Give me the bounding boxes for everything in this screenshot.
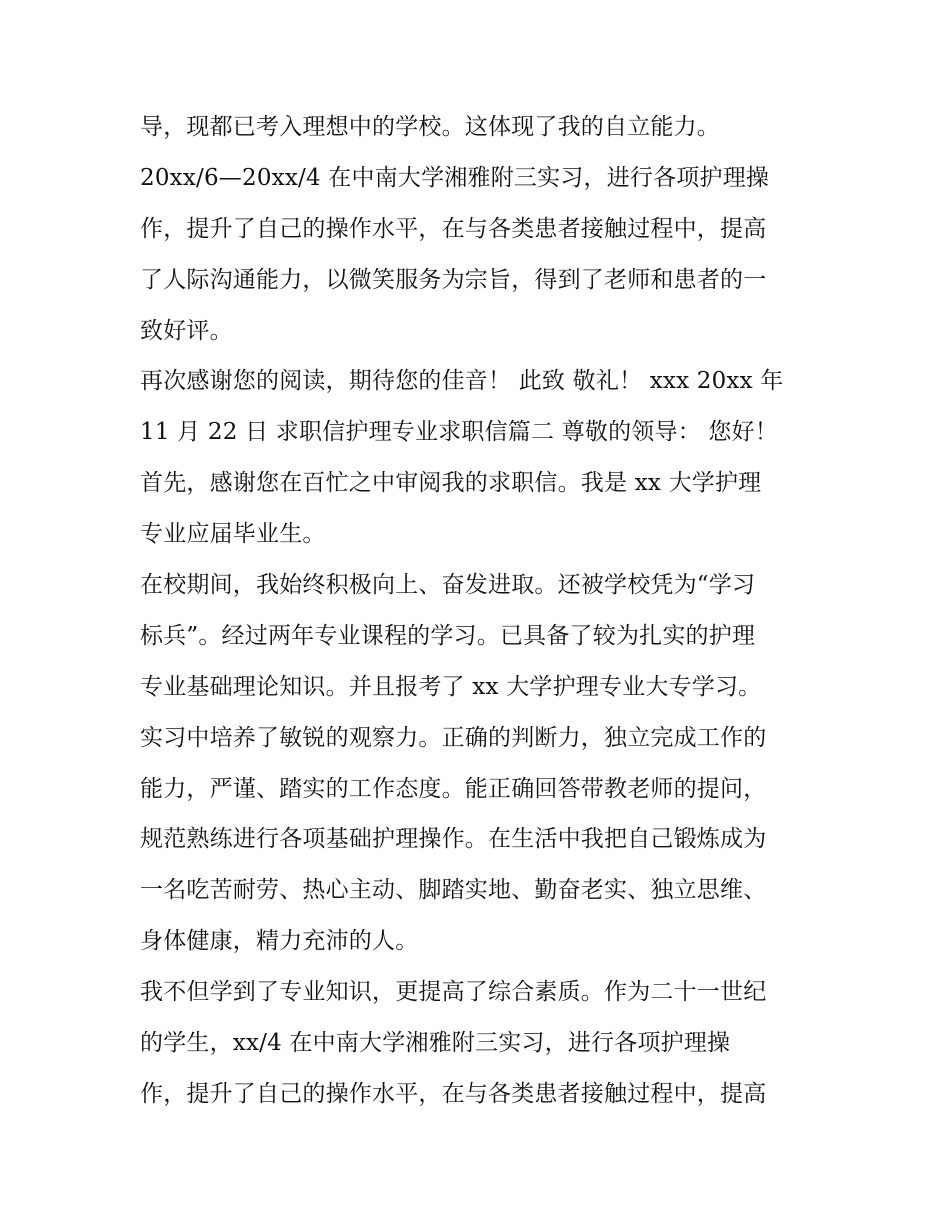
text-line: 规范熟练进行各项基础护理操作。在生活中我把自己锻炼成为 bbox=[140, 826, 767, 853]
text-line: 标兵”。经过两年专业课程的学习。已具备了较为扎实的护理 bbox=[140, 622, 756, 649]
text-line: 致好评。 bbox=[140, 317, 233, 344]
text-line: 了人际沟通能力，以微笑服务为宗旨，得到了老师和患者的一 bbox=[140, 266, 767, 293]
text-line: 专业应届毕业生。 bbox=[140, 521, 326, 548]
text-line: 首先，感谢您在百忙之中审阅我的求职信。我是 xx 大学护理 bbox=[140, 470, 762, 497]
document-body bbox=[140, 102, 830, 1120]
text-line: 的学生，xx/4 在中南大学湘雅附三实习，进行各项护理操 bbox=[140, 1030, 731, 1057]
text-line: 作，提升了自己的操作水平，在与各类患者接触过程中，提高 bbox=[140, 1080, 767, 1107]
text-line: 11 月 22 日 求职信护理专业求职信篇二 尊敬的领导： 您好！ bbox=[140, 419, 778, 446]
text-line: 在校期间，我始终积极向上、奋发进取。还被学校凭为“学习 bbox=[140, 572, 756, 599]
text-line: 实习中培养了敏锐的观察力。正确的判断力，独立完成工作的 bbox=[140, 724, 767, 751]
text-line: 导，现都已考入理想中的学校。这体现了我的自立能力。 bbox=[140, 114, 720, 140]
text-line: 一名吃苦耐劳、热心主动、脚踏实地、勤奋老实、独立思维、 bbox=[140, 877, 767, 904]
text-line: 再次感谢您的阅读，期待您的佳音！ 此致 敬礼！ xxx 20xx 年 bbox=[140, 368, 784, 395]
text-line: 20xx/6—20xx/4 在中南大学湘雅附三实习，进行各项护理操 bbox=[140, 164, 770, 191]
text-line: 作，提升了自己的操作水平，在与各类患者接触过程中，提高 bbox=[140, 215, 767, 242]
text-line: 能力，严谨、踏实的工作态度。能正确回答带教老师的提问， bbox=[140, 775, 767, 802]
text-line: 专业基础理论知识。并且报考了 xx 大学护理专业大专学习。 bbox=[140, 673, 762, 700]
text-line: 身体健康，精力充沛的人。 bbox=[140, 928, 419, 955]
text-line: 我不但学到了专业知识，更提高了综合素质。作为二十一世纪 bbox=[140, 979, 767, 1006]
